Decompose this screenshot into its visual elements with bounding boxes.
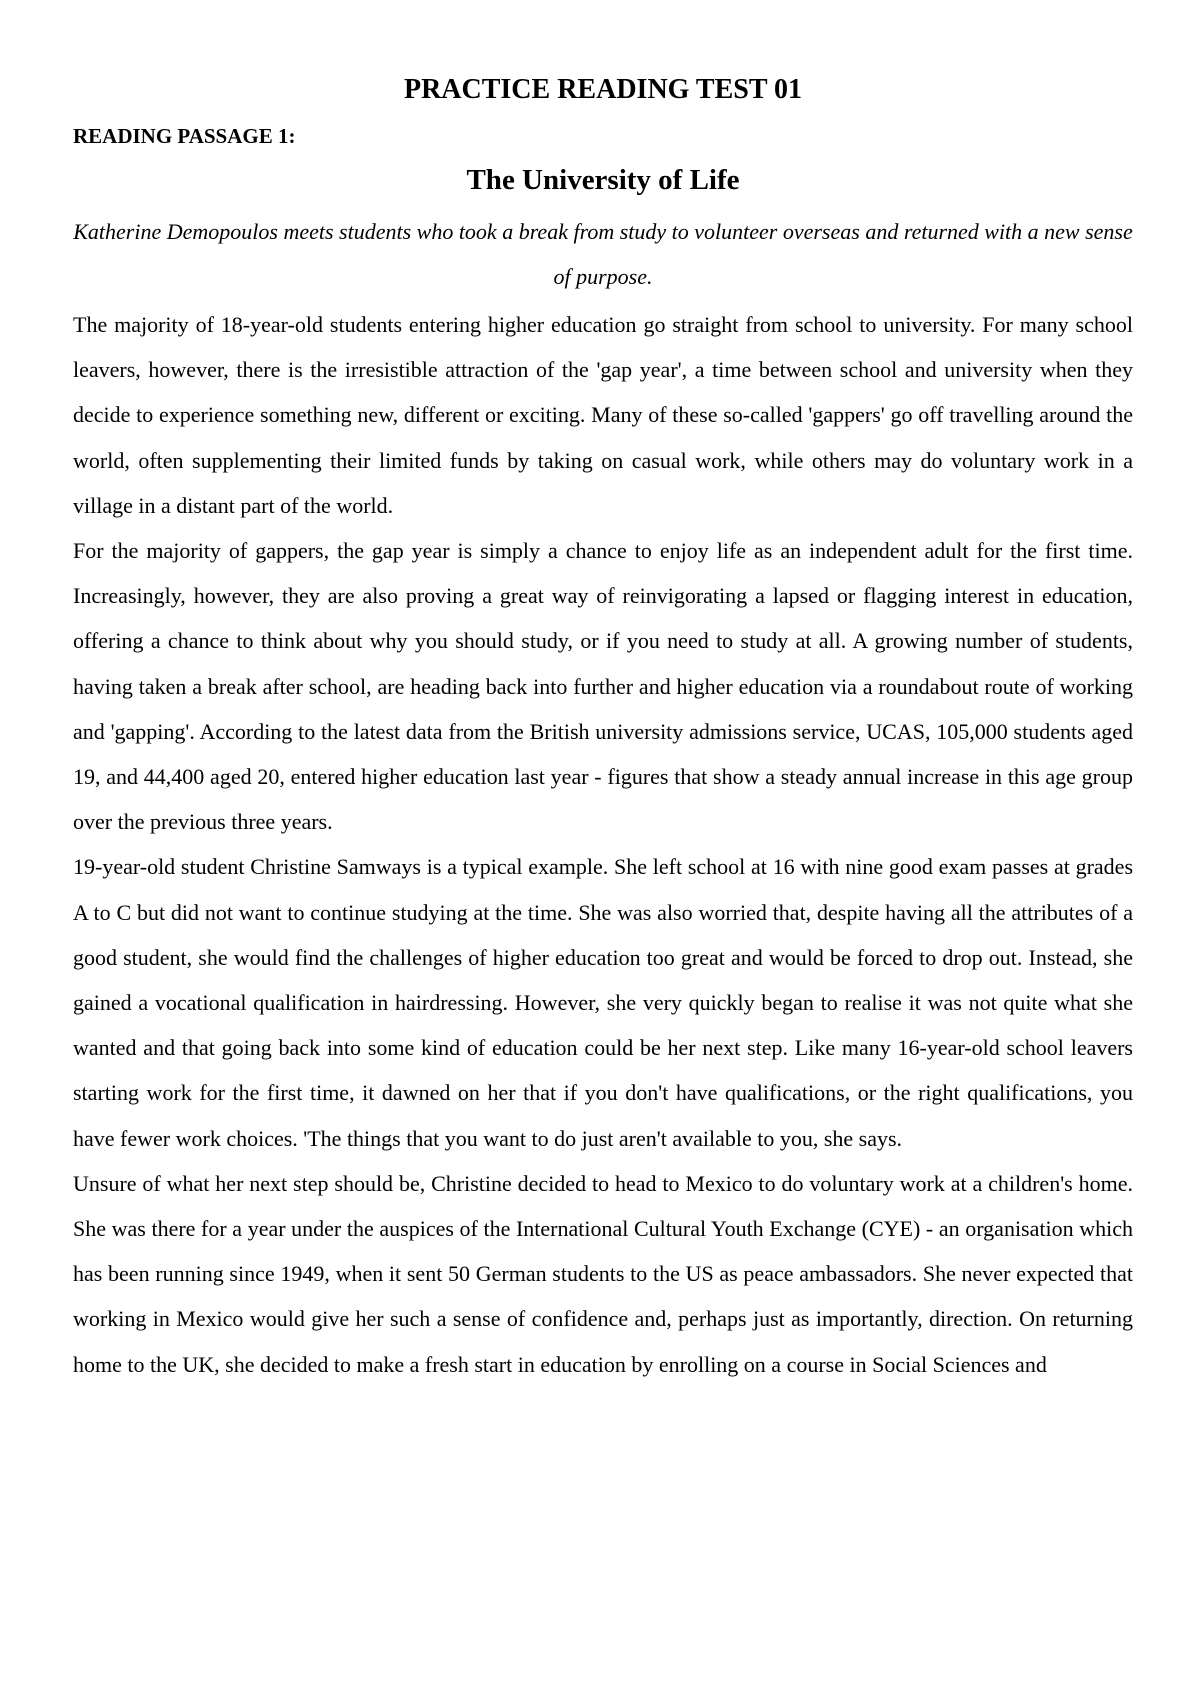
document-page xyxy=(73,70,1133,1387)
article-subtitle: Katherine Demopoulos meets students who took a break from study to volunteer overseas and returned with a new sense of purpose. xyxy=(73,219,1133,289)
paragraph-2: For the majority of gappers, the gap year is simply a chance to enjoy life as an independent adult for the first time. Increasingly, however, they are also proving a great way of reinvigorating a lapsed or flagging interest in education, offering a chance to think about why you should study, or if you need to study at all. A growing number of students, having taken a break after school, are heading back into further and higher education via a roundabout route of working and 'gapping'. According to the latest data from the British university admissions service, UCAS, 105,000 students aged 19, and 44,400 aged 20, entered higher education last year - figures that show a steady annual increase in this age group over the previous three years. xyxy=(73,538,1133,835)
paragraph-4: Unsure of what her next step should be, Christine decided to head to Mexico to do voluntary work at a children's home. She was there for a year under the auspices of the International Cultural Youth Exchange (CYE) - an organisation which has been running since 1949, when it sent 50 German students to the US as peace ambassadors. She never expected that working in Mexico would give her such a sense of confidence and, perhaps just as importantly, direction. On returning home to the UK, she decided to make a fresh start in education by enrolling on a course in Social Sciences and xyxy=(73,1170,1133,1377)
paragraph-3: 19-year-old student Christine Samways is a typical example. She left school at 16 with nine good exam passes at grades A to C but did not want to continue studying at the time. She was also worried that, despite having all the attributes of a good student, she would find the challenges of higher education too great and would be forced to drop out. Instead, she gained a vocational qualification in hairdressing. However, she very quickly began to realise it was not quite what she wanted and that going back into some kind of education could be her next step. Like many 16-year-old school leavers starting work for the first time, it dawned on her that if you don't have qualifications, or the right qualifications, you have fewer work choices. 'The things that you want to do just aren't available to you, she says. xyxy=(73,854,1133,1151)
article-title: The University of Life xyxy=(466,164,740,196)
paragraph-1: The majority of 18-year-old students entering higher education go straight from school to university. For many school leavers, however, there is the irresistible attraction of the 'gap year', a time between school and university when they decide to experience something new, different or exciting. Many of these so-called 'gappers' go off travelling around the world, often supplementing their limited funds by taking on casual work, while others may do voluntary work in a village in a distant part of the world. xyxy=(73,312,1133,518)
passage-label: READING PASSAGE 1: xyxy=(73,124,296,148)
test-title: PRACTICE READING TEST 01 xyxy=(403,74,803,105)
